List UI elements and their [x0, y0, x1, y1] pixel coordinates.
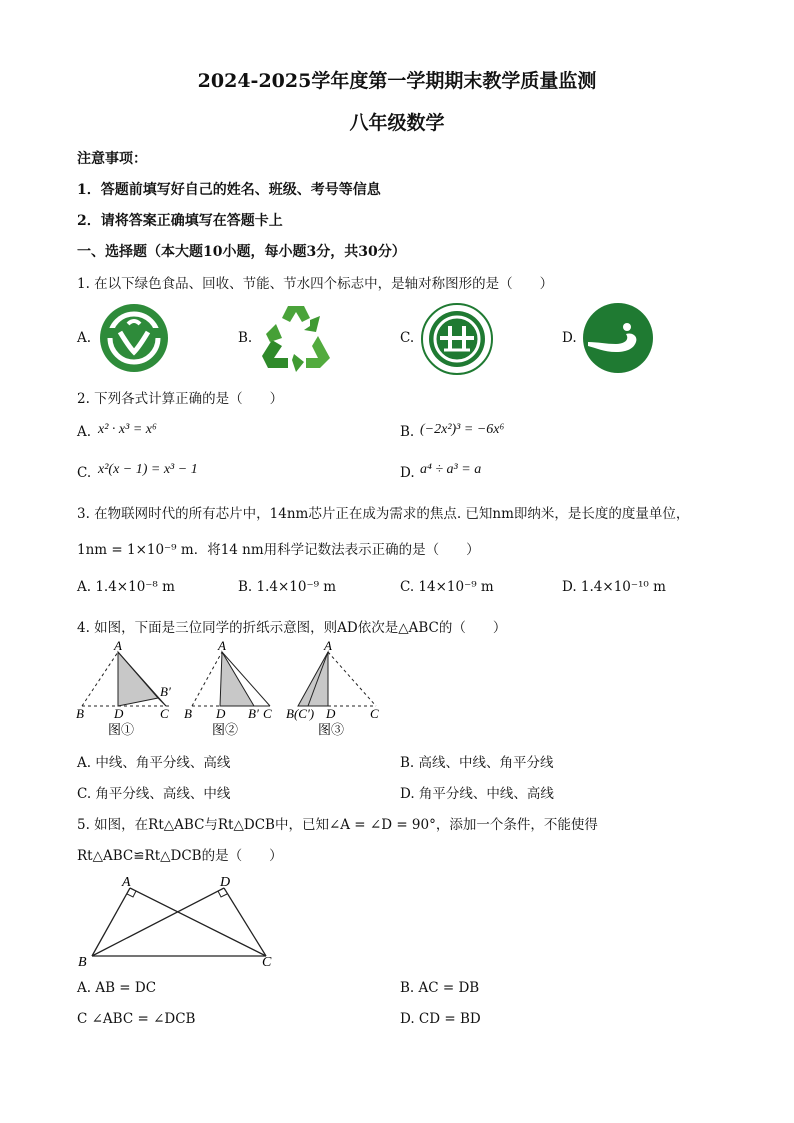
q4-fig1-caption: 图①: [108, 722, 135, 737]
q4-f2-label-a: A: [218, 640, 226, 653]
q2-option-d: a⁴ ÷ a³ = a: [420, 462, 482, 477]
q1-stem: 1. 在以下绿色食品、回收、节能、节水四个标志中，是轴对称图形的是（ ）: [77, 276, 554, 292]
q4-f1-label-bp: B′: [160, 684, 171, 699]
q3-option-d: D. 1.4×10⁻¹⁰ m: [562, 579, 666, 595]
q4-f3-label-d: D: [326, 706, 336, 721]
section-heading: 一、选择题（本大题10小题，每小题3分，共30分）: [77, 244, 406, 260]
q4-option-b: B. 高线、中线、角平分线: [400, 755, 554, 771]
q4-option-d: D. 角平分线、中线、高线: [400, 786, 554, 802]
q1-label-d: D.: [562, 330, 577, 346]
q2-option-a: x² · x³ = x⁶: [98, 422, 157, 437]
q5-option-d: D. CD = BD: [400, 1011, 481, 1027]
q4-fig2-caption: 图②: [212, 722, 239, 737]
q4-f1-label-c: C: [160, 706, 169, 721]
q3-stem-line1: 3. 在物联网时代的所有芯片中，14nm芯片正在成为需求的焦点. 已知nm即纳米，是长度的度量单位，: [77, 506, 690, 522]
q2-option-a-label: A.: [77, 424, 92, 440]
q2-stem: 2. 下列各式计算正确的是（ ）: [77, 391, 284, 407]
q1-label-b: B.: [238, 330, 253, 346]
q4-f2-label-c: C: [263, 706, 272, 721]
q2-option-c: x²(x − 1) = x³ − 1: [98, 462, 198, 477]
q4-figure-3: [286, 640, 379, 737]
q4-f3-label-c: C: [370, 706, 379, 721]
page-subtitle: 八年级数学: [349, 112, 445, 134]
q4-figure-2: [184, 640, 272, 737]
q4-option-a: A. 中线、角平分线、高线: [77, 755, 231, 771]
q4-f2-label-bp: B′: [248, 706, 259, 721]
q3-option-c: C. 14×10⁻⁹ m: [400, 579, 494, 595]
q4-folding-figures: [70, 640, 390, 740]
q2-option-b: (−2x²)³ = −6x⁶: [420, 422, 505, 437]
q1-label-c: C.: [400, 330, 415, 346]
q3-option-a: A. 1.4×10⁻⁸ m: [77, 579, 175, 595]
q4-f1-label-b: B: [76, 706, 84, 721]
q4-f3-label-a: A: [324, 640, 332, 653]
q2-option-c-label: C.: [77, 465, 92, 481]
q5-option-c: C ∠ABC = ∠DCB: [77, 1011, 196, 1027]
recycle-logo-icon: [258, 302, 334, 374]
q1-label-a: A.: [77, 330, 92, 346]
q4-f1-label-a: A: [114, 640, 122, 653]
q5-stem-line2: Rt△ABC≌Rt△DCB的是（ ）: [77, 848, 283, 864]
note-item-1: 1．答题前填写好自己的姓名、班级、考号等信息: [77, 182, 381, 198]
q4-option-c: C. 角平分线、高线、中线: [77, 786, 231, 802]
q5-stem-line1: 5. 如图，在Rt△ABC与Rt△DCB中，已知∠A = ∠D = 90°，添加一个条件，不能使得: [77, 817, 598, 833]
q5-label-c: C: [262, 955, 272, 970]
page-title: 2024-2025学年度第一学期期末教学质量监测: [197, 70, 597, 92]
notes-heading: 注意事项：: [77, 151, 147, 167]
q4-f3-label-bcp: B(C′): [286, 706, 315, 721]
q4-stem: 4. 如图，下面是三位同学的折纸示意图，则AD依次是△ABC的（ ）: [77, 620, 507, 636]
q5-label-a: A: [122, 875, 131, 890]
water-saving-logo-icon: [582, 302, 654, 374]
note-item-2: 2．请将答案正确填写在答题卡上: [77, 213, 283, 229]
q5-option-a: A. AB = DC: [77, 980, 157, 996]
q5-triangle-figure: [72, 868, 292, 972]
q5-label-b: B: [78, 955, 87, 970]
q4-figure-1: [76, 640, 171, 737]
q5-option-b: B. AC = DB: [400, 980, 480, 996]
q3-option-b: B. 1.4×10⁻⁹ m: [238, 579, 337, 595]
q4-f1-label-d: D: [114, 706, 124, 721]
green-food-logo-icon: [98, 302, 170, 374]
q5-label-d: D: [220, 875, 231, 890]
q4-f2-label-d: D: [216, 706, 226, 721]
q4-fig3-caption: 图③: [318, 722, 345, 737]
q2-option-b-label: B.: [400, 424, 415, 440]
q2-option-d-label: D.: [400, 465, 415, 481]
energy-saving-logo-icon: [420, 302, 494, 376]
q3-stem-line2: 1nm = 1×10⁻⁹ m．将14 nm用科学记数法表示正确的是（ ）: [77, 542, 480, 558]
q4-f2-label-b: B: [184, 706, 192, 721]
